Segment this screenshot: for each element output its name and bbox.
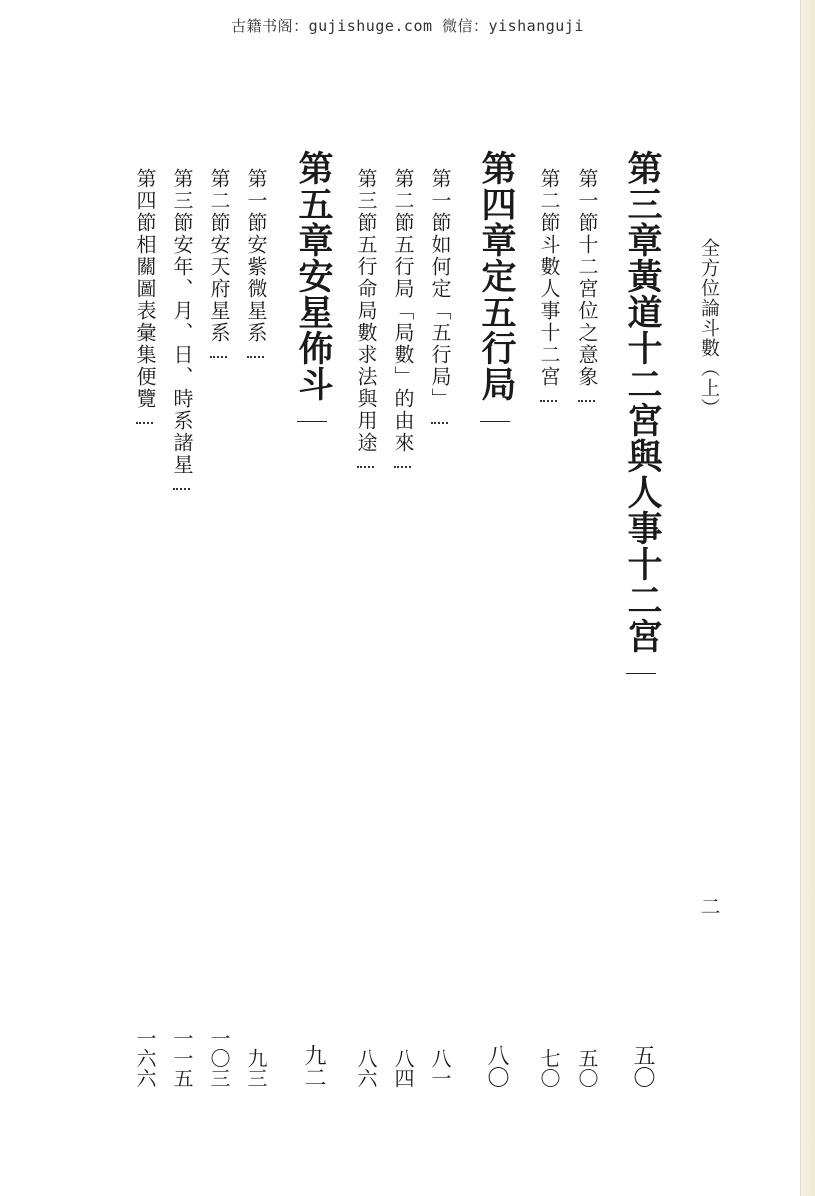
chapter-label: 第四章 bbox=[476, 150, 516, 258]
leader-line bbox=[480, 421, 510, 1025]
leader-dots bbox=[431, 422, 448, 1036]
leader-line bbox=[626, 673, 656, 1025]
section-title: 斗數人事十二宮 bbox=[537, 234, 561, 388]
chapter-title: 黃道十二宮與人事十二宮 bbox=[622, 258, 662, 654]
section-title: 五行命局數求法與用途 bbox=[354, 234, 378, 454]
chapter-title: 定五行局 bbox=[476, 258, 516, 402]
leader-dots bbox=[247, 356, 264, 1036]
section-page: 一一五 bbox=[170, 1028, 194, 1088]
section-page: 八六 bbox=[354, 1048, 378, 1088]
section-page: 五〇 bbox=[575, 1048, 599, 1088]
toc-section-4-2: 第二節 五行局「局數」的由來 八四 bbox=[391, 168, 415, 1088]
toc-section-4-3: 第三節 五行命局數求法與用途 八六 bbox=[354, 168, 378, 1088]
page-number: 二 bbox=[697, 896, 721, 916]
section-title: 五行局「局數」的由來 bbox=[391, 234, 415, 454]
section-page: 八四 bbox=[391, 1048, 415, 1088]
leader-dots bbox=[394, 466, 411, 1036]
leader-dots bbox=[578, 400, 595, 1036]
toc-section-5-1: 第一節 安紫微星系 九三 bbox=[244, 168, 268, 1088]
section-title: 十二宮位之意象 bbox=[575, 234, 599, 388]
section-page: 七〇 bbox=[537, 1048, 561, 1088]
toc-section-4-1: 第一節 如何定「五行局」 八一 bbox=[428, 168, 452, 1088]
leader-dots bbox=[173, 488, 190, 1016]
chapter-page: 八〇 bbox=[484, 1044, 509, 1088]
section-page: 一六六 bbox=[133, 1028, 157, 1088]
toc-section-5-3: 第三節 安年、月、日、時系諸星 一一五 bbox=[170, 168, 194, 1088]
section-title: 相關圖表彙集便覽 bbox=[133, 234, 157, 410]
page-edge bbox=[800, 0, 815, 1196]
toc-section-5-4: 第四節 相關圖表彙集便覽 一六六 bbox=[133, 168, 157, 1088]
section-title: 如何定「五行局」 bbox=[428, 234, 452, 410]
chapter-label: 第三章 bbox=[622, 150, 662, 258]
toc-chapter-4 bbox=[476, 150, 516, 1088]
running-head: 全方位論斗數（上） bbox=[698, 238, 720, 418]
toc-section-5-2: 第二節 安天府星系 一〇三 bbox=[207, 168, 231, 1088]
toc-section-3-2: 第二節 斗數人事十二宮 七〇 bbox=[537, 168, 561, 1088]
toc-section-3-1: 第一節 十二宮位之意象 五〇 bbox=[575, 168, 599, 1088]
toc-chapter-5 bbox=[293, 150, 333, 1088]
section-title: 安紫微星系 bbox=[244, 234, 268, 344]
leader-dots bbox=[357, 466, 374, 1036]
section-page: 一〇三 bbox=[207, 1028, 231, 1088]
section-title: 安天府星系 bbox=[207, 234, 231, 344]
section-title: 安年、月、日、時系諸星 bbox=[170, 234, 194, 476]
chapter-label: 第五章 bbox=[293, 150, 333, 258]
leader-dots bbox=[540, 400, 557, 1036]
section-page: 九三 bbox=[244, 1048, 268, 1088]
toc-chapter-3 bbox=[622, 150, 662, 1088]
watermark: 古籍书阁：gujishuge.com 微信：yishanguji bbox=[231, 17, 584, 35]
section-page: 八一 bbox=[428, 1048, 452, 1088]
chapter-page: 九二 bbox=[301, 1044, 326, 1088]
chapter-title: 安星佈斗 bbox=[293, 258, 333, 402]
chapter-page: 五〇 bbox=[630, 1044, 655, 1088]
leader-dots bbox=[210, 356, 227, 1016]
leader-line bbox=[297, 421, 327, 1025]
leader-dots bbox=[136, 422, 153, 1016]
